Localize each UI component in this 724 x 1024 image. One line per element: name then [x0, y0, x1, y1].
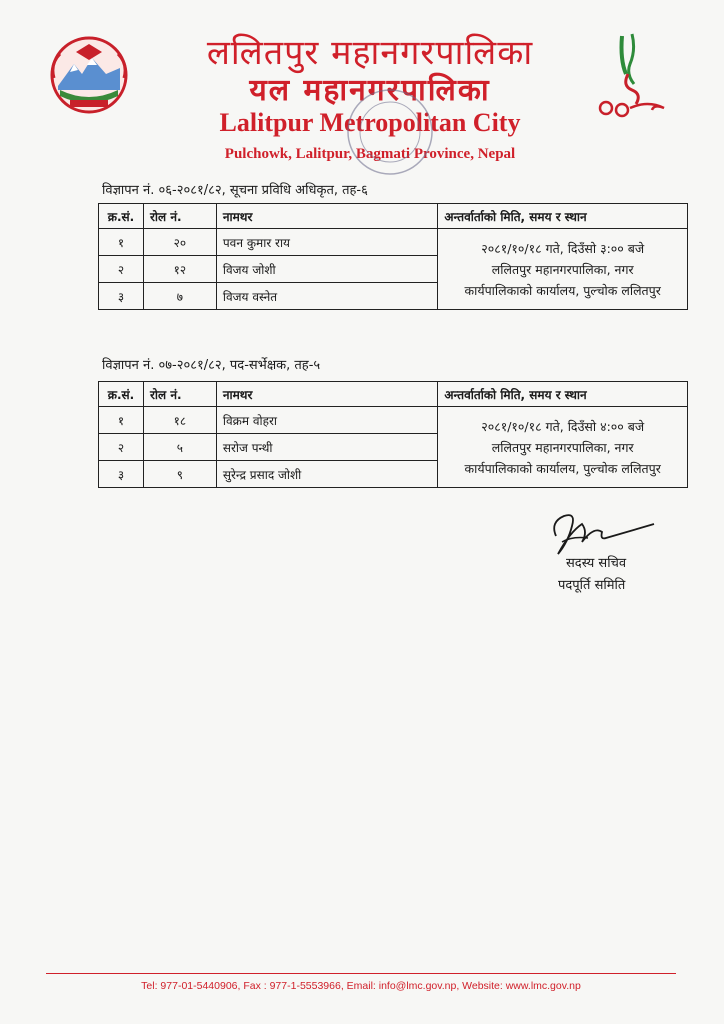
- column-header-roll: रोल नं.: [143, 204, 216, 229]
- interview-venue-line2: कार्यपालिकाको कार्यालय, पुल्चोक ललितपुर: [464, 460, 661, 476]
- column-header-interview: अन्तर्वार्ताको मिति, समय र स्थान: [438, 382, 688, 407]
- name-cell: पवन कुमार राय: [216, 229, 438, 256]
- interview-datetime: २०८१/१०/१८ गते, दिउँसो ४:०० बजे: [481, 418, 645, 434]
- serial-cell: १: [99, 229, 144, 256]
- footer-contact: Tel: 977-01-5440906, Fax : 977-1-5553966, Email: info@lmc.gov.np, Website: www.lmc.gov.np: [141, 980, 581, 992]
- column-header-name: नामथर: [216, 204, 438, 229]
- footer-divider: [46, 973, 676, 974]
- column-header-serial: क्र.सं.: [99, 382, 144, 407]
- interview-table: [98, 381, 688, 488]
- roll-cell: १२: [143, 256, 216, 283]
- interview-venue-line1: ललितपुर महानगरपालिका, नगर: [491, 261, 634, 277]
- municipality-title-newari: यल महानगरपालिका: [249, 73, 491, 108]
- roll-cell: ५: [143, 434, 216, 461]
- serial-cell: २: [99, 256, 144, 283]
- table-row: [99, 229, 688, 256]
- serial-cell: १: [99, 407, 144, 434]
- interview-venue-line1: ललितपुर महानगरपालिका, नगर: [491, 439, 634, 455]
- signatory-title: सदस्य सचिव: [566, 556, 627, 571]
- notice-title: विज्ञापन नं. ०७-२०८१/८२, पद-सर्भेक्षक, तह-५: [102, 358, 321, 373]
- nepal-emblem-icon: [46, 34, 132, 116]
- name-cell: विक्रम वोहरा: [216, 407, 438, 434]
- name-cell: सुरेन्द्र प्रसाद जोशी: [216, 461, 438, 488]
- signatory-committee: पदपूर्ति समिति: [558, 578, 626, 593]
- serial-cell: ३: [99, 461, 144, 488]
- municipality-title-nepali: ललितपुर महानगरपालिका: [206, 33, 534, 73]
- name-cell: विजय वस्नेत: [216, 283, 438, 310]
- name-cell: विजय जोशी: [216, 256, 438, 283]
- roll-cell: ७: [143, 283, 216, 310]
- office-stamp-icon: [330, 82, 450, 182]
- municipality-title-english: Lalitpur Metropolitan City: [219, 108, 521, 137]
- column-header-name: नामथर: [216, 382, 438, 407]
- serial-cell: ३: [99, 283, 144, 310]
- interview-details-cell: [438, 407, 688, 488]
- table-header-row: [99, 204, 688, 229]
- serial-cell: २: [99, 434, 144, 461]
- interview-table: [98, 203, 688, 310]
- table-row: [99, 407, 688, 434]
- notice-title: विज्ञापन नं. ०६-२०८१/८२, सूचना प्रविधि अधिकृत, तह-६: [102, 183, 368, 198]
- column-header-interview: अन्तर्वार्ताको मिति, समय र स्थान: [438, 204, 688, 229]
- table-header-row: [99, 382, 688, 407]
- column-header-serial: क्र.सं.: [99, 204, 144, 229]
- column-header-roll: रोल नं.: [143, 382, 216, 407]
- roll-cell: २०: [143, 229, 216, 256]
- lalitpur-city-logo-icon: [592, 30, 672, 120]
- municipality-address: Pulchowk, Lalitpur, Bagmati Province, Nepal: [224, 146, 516, 162]
- name-cell: सरोज पन्थी: [216, 434, 438, 461]
- interview-datetime: २०८१/१०/१८ गते, दिउँसो ३:०० बजे: [481, 240, 645, 256]
- interview-venue-line2: कार्यपालिकाको कार्यालय, पुल्चोक ललितपुर: [464, 282, 661, 298]
- roll-cell: ९: [143, 461, 216, 488]
- roll-cell: १८: [143, 407, 216, 434]
- interview-details-cell: [438, 229, 688, 310]
